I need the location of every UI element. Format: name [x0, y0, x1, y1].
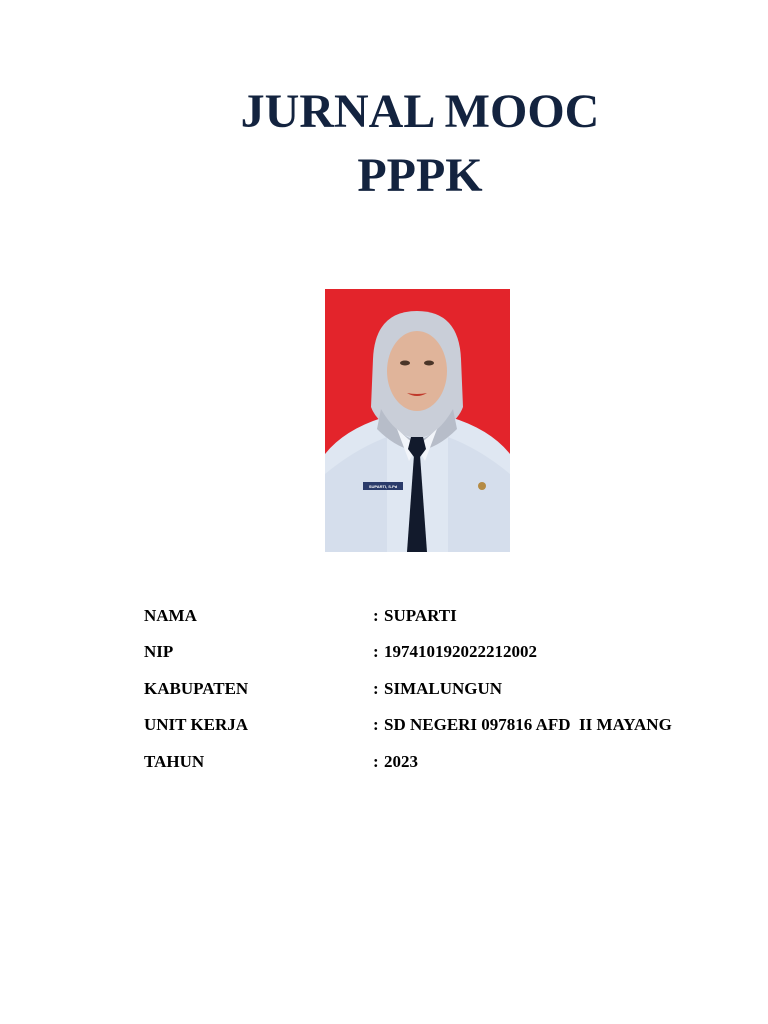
info-label: UNIT KERJA — [144, 715, 249, 735]
profile-photo — [325, 289, 510, 552]
info-row-kabupaten — [144, 677, 744, 713]
info-label: TAHUN — [144, 751, 205, 771]
document-title-line2: PPPK — [357, 149, 483, 202]
document-title-line1: JURNAL MOOC — [240, 85, 600, 138]
info-value: SUPARTI — [384, 606, 457, 625]
info-row-tahun — [144, 750, 744, 786]
info-separator: : — [373, 642, 379, 662]
info-row-unit-kerja — [144, 713, 744, 749]
info-value: 197410192022212002 — [384, 642, 537, 662]
info-value: 2023 — [384, 751, 418, 771]
info-label: NAMA — [144, 606, 197, 625]
info-row-nama — [144, 604, 744, 640]
info-label: KABUPATEN — [144, 678, 249, 698]
identity-info — [144, 604, 744, 786]
info-row-nip — [144, 640, 744, 676]
info-separator: : — [373, 678, 379, 698]
name-tag: SUPARTI, S.Pd — [368, 484, 398, 489]
info-separator: : — [373, 751, 379, 771]
info-separator: : — [373, 606, 379, 625]
info-separator: : — [373, 715, 379, 735]
info-value: SIMALUNGUN — [384, 678, 503, 698]
info-value: SD NEGERI 097816 AFD II MAYANG — [384, 715, 672, 735]
info-label: NIP — [144, 642, 174, 662]
